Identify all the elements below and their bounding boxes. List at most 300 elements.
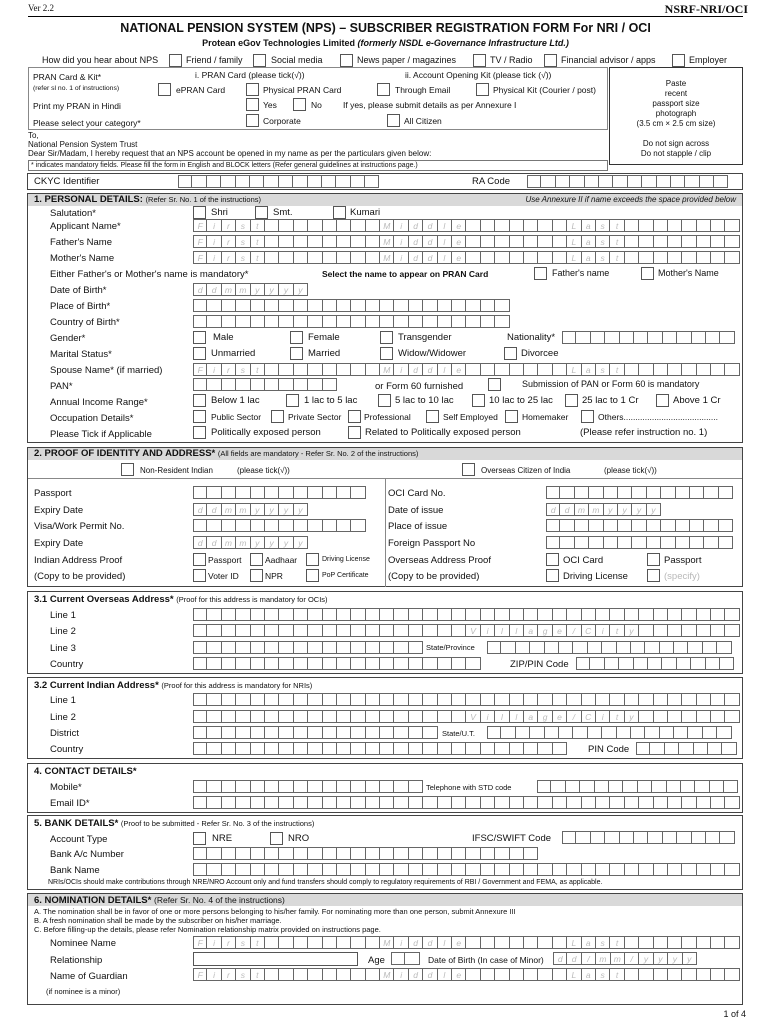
- char-cell[interactable]: [251, 315, 265, 328]
- char-cell[interactable]: [337, 726, 351, 739]
- char-cell[interactable]: [294, 863, 308, 876]
- char-cell[interactable]: y: [265, 283, 279, 296]
- char-cell[interactable]: L: [567, 235, 581, 248]
- char-cell[interactable]: [323, 519, 337, 532]
- char-cell[interactable]: [438, 315, 452, 328]
- char-cell[interactable]: [545, 726, 559, 739]
- char-cell[interactable]: [265, 608, 279, 621]
- char-cell[interactable]: [193, 608, 207, 621]
- char-cell[interactable]: [573, 641, 587, 654]
- char-cell[interactable]: [706, 831, 720, 844]
- char-cell[interactable]: [625, 608, 639, 621]
- char-cell[interactable]: [308, 847, 322, 860]
- char-cell[interactable]: [617, 726, 631, 739]
- char-cell[interactable]: [294, 299, 308, 312]
- char-cell[interactable]: [510, 847, 524, 860]
- char-cell[interactable]: [510, 251, 524, 264]
- char-cell[interactable]: [337, 742, 351, 755]
- char-cell[interactable]: [251, 608, 265, 621]
- char-cell[interactable]: [625, 235, 639, 248]
- char-cell[interactable]: [193, 847, 207, 860]
- char-cell[interactable]: [719, 486, 733, 499]
- char-cell[interactable]: [323, 847, 337, 860]
- char-cell[interactable]: m: [222, 283, 236, 296]
- char-cell[interactable]: [193, 796, 207, 809]
- char-cell[interactable]: [605, 831, 619, 844]
- pan-input[interactable]: [193, 378, 337, 391]
- char-cell[interactable]: [697, 235, 711, 248]
- char-cell[interactable]: r: [222, 363, 236, 376]
- char-cell[interactable]: [634, 331, 648, 344]
- char-cell[interactable]: [576, 657, 590, 670]
- char-cell[interactable]: [708, 742, 722, 755]
- char-cell[interactable]: [380, 780, 394, 793]
- char-cell[interactable]: [323, 315, 337, 328]
- hear-friend-checkbox[interactable]: [169, 54, 182, 67]
- char-cell[interactable]: [438, 657, 452, 670]
- char-cell[interactable]: [538, 251, 552, 264]
- char-cell[interactable]: [487, 641, 501, 654]
- char-cell[interactable]: [452, 657, 466, 670]
- char-cell[interactable]: [466, 742, 480, 755]
- relationship-input[interactable]: [193, 952, 358, 966]
- char-cell[interactable]: [423, 657, 437, 670]
- char-cell[interactable]: [236, 780, 250, 793]
- char-cell[interactable]: [596, 796, 610, 809]
- char-cell[interactable]: [538, 863, 552, 876]
- char-cell[interactable]: [654, 251, 668, 264]
- kumari-checkbox[interactable]: [333, 206, 346, 219]
- char-cell[interactable]: r: [222, 235, 236, 248]
- char-cell[interactable]: [566, 780, 580, 793]
- cob-input[interactable]: [193, 315, 510, 328]
- char-cell[interactable]: [694, 742, 708, 755]
- char-cell[interactable]: d: [193, 536, 207, 549]
- char-cell[interactable]: [294, 710, 308, 723]
- char-cell[interactable]: [409, 693, 423, 706]
- char-cell[interactable]: [351, 519, 365, 532]
- char-cell[interactable]: [366, 726, 380, 739]
- char-cell[interactable]: C: [582, 710, 596, 723]
- char-cell[interactable]: [674, 641, 688, 654]
- char-cell[interactable]: [207, 299, 221, 312]
- char-cell[interactable]: [394, 624, 408, 637]
- char-cell[interactable]: [538, 936, 552, 949]
- char-cell[interactable]: [178, 175, 192, 188]
- char-cell[interactable]: [595, 780, 609, 793]
- char-cell[interactable]: [207, 175, 221, 188]
- char-cell[interactable]: L: [567, 936, 581, 949]
- char-cell[interactable]: [193, 315, 207, 328]
- char-cell[interactable]: [438, 624, 452, 637]
- char-cell[interactable]: [423, 796, 437, 809]
- char-cell[interactable]: t: [251, 235, 265, 248]
- char-cell[interactable]: [323, 624, 337, 637]
- char-cell[interactable]: [602, 641, 616, 654]
- char-cell[interactable]: t: [610, 968, 624, 981]
- char-cell[interactable]: [207, 742, 221, 755]
- char-cell[interactable]: [222, 315, 236, 328]
- char-cell[interactable]: [510, 235, 524, 248]
- char-cell[interactable]: [337, 641, 351, 654]
- char-cell[interactable]: [265, 968, 279, 981]
- char-cell[interactable]: [265, 219, 279, 232]
- char-cell[interactable]: [409, 657, 423, 670]
- char-cell[interactable]: [481, 235, 495, 248]
- char-cell[interactable]: [481, 693, 495, 706]
- char-cell[interactable]: d: [409, 219, 423, 232]
- char-cell[interactable]: [725, 796, 739, 809]
- char-cell[interactable]: [279, 175, 293, 188]
- oci-poi-input[interactable]: [546, 519, 733, 532]
- char-cell[interactable]: [665, 742, 679, 755]
- char-cell[interactable]: [265, 235, 279, 248]
- char-cell[interactable]: [265, 641, 279, 654]
- char-cell[interactable]: [609, 780, 623, 793]
- char-cell[interactable]: [222, 780, 236, 793]
- char-cell[interactable]: [541, 175, 555, 188]
- char-cell[interactable]: [294, 519, 308, 532]
- visa-expiry-input[interactable]: [193, 536, 308, 549]
- char-cell[interactable]: d: [193, 503, 207, 516]
- char-cell[interactable]: [495, 251, 509, 264]
- smt-checkbox[interactable]: [255, 206, 268, 219]
- char-cell[interactable]: [265, 299, 279, 312]
- char-cell[interactable]: s: [596, 968, 610, 981]
- char-cell[interactable]: [668, 608, 682, 621]
- char-cell[interactable]: [222, 796, 236, 809]
- char-cell[interactable]: [510, 936, 524, 949]
- char-cell[interactable]: [538, 219, 552, 232]
- char-cell[interactable]: [294, 378, 308, 391]
- char-cell[interactable]: [466, 968, 480, 981]
- char-cell[interactable]: [423, 608, 437, 621]
- char-cell[interactable]: d: [423, 968, 437, 981]
- char-cell[interactable]: [610, 796, 624, 809]
- char-cell[interactable]: [409, 710, 423, 723]
- char-cell[interactable]: [409, 863, 423, 876]
- char-cell[interactable]: [294, 486, 308, 499]
- visa-input[interactable]: [193, 519, 366, 532]
- ov-country-input[interactable]: [193, 657, 481, 670]
- char-cell[interactable]: [265, 742, 279, 755]
- char-cell[interactable]: [722, 742, 736, 755]
- char-cell[interactable]: [567, 863, 581, 876]
- char-cell[interactable]: [308, 608, 322, 621]
- nationality-input[interactable]: [562, 331, 735, 344]
- char-cell[interactable]: [308, 378, 322, 391]
- char-cell[interactable]: [591, 331, 605, 344]
- char-cell[interactable]: [337, 968, 351, 981]
- char-cell[interactable]: [337, 315, 351, 328]
- char-cell[interactable]: [495, 363, 509, 376]
- ov-line3-input[interactable]: [193, 641, 423, 654]
- char-cell[interactable]: [481, 219, 495, 232]
- char-cell[interactable]: y: [647, 503, 661, 516]
- char-cell[interactable]: [466, 363, 480, 376]
- char-cell[interactable]: [495, 315, 509, 328]
- char-cell[interactable]: [438, 847, 452, 860]
- char-cell[interactable]: F: [193, 936, 207, 949]
- char-cell[interactable]: [599, 175, 613, 188]
- char-cell[interactable]: a: [524, 624, 538, 637]
- char-cell[interactable]: [704, 486, 718, 499]
- char-cell[interactable]: i: [394, 235, 408, 248]
- char-cell[interactable]: [366, 657, 380, 670]
- char-cell[interactable]: [294, 251, 308, 264]
- char-cell[interactable]: [620, 331, 634, 344]
- char-cell[interactable]: [697, 219, 711, 232]
- nominee-dob-input[interactable]: [553, 952, 697, 965]
- char-cell[interactable]: [697, 693, 711, 706]
- char-cell[interactable]: [545, 641, 559, 654]
- char-cell[interactable]: [236, 608, 250, 621]
- char-cell[interactable]: [438, 710, 452, 723]
- char-cell[interactable]: [294, 219, 308, 232]
- char-cell[interactable]: [495, 608, 509, 621]
- char-cell[interactable]: [380, 315, 394, 328]
- telephone-input[interactable]: [537, 780, 738, 793]
- char-cell[interactable]: [265, 624, 279, 637]
- ra-code-input[interactable]: [527, 175, 728, 188]
- char-cell[interactable]: [366, 693, 380, 706]
- char-cell[interactable]: [717, 726, 731, 739]
- char-cell[interactable]: [711, 363, 725, 376]
- char-cell[interactable]: l: [495, 710, 509, 723]
- char-cell[interactable]: [250, 175, 264, 188]
- char-cell[interactable]: [660, 726, 674, 739]
- char-cell[interactable]: d: [409, 363, 423, 376]
- char-cell[interactable]: [657, 175, 671, 188]
- char-cell[interactable]: [725, 936, 739, 949]
- char-cell[interactable]: [495, 742, 509, 755]
- char-cell[interactable]: [654, 710, 668, 723]
- char-cell[interactable]: [337, 863, 351, 876]
- char-cell[interactable]: r: [222, 936, 236, 949]
- char-cell[interactable]: [221, 175, 235, 188]
- char-cell[interactable]: [394, 657, 408, 670]
- proof-aadhaar-checkbox[interactable]: [250, 553, 263, 566]
- char-cell[interactable]: [654, 624, 668, 637]
- char-cell[interactable]: e: [452, 363, 466, 376]
- char-cell[interactable]: [351, 742, 365, 755]
- char-cell[interactable]: [562, 331, 576, 344]
- char-cell[interactable]: [207, 624, 221, 637]
- char-cell[interactable]: i: [596, 710, 610, 723]
- nre-checkbox[interactable]: [193, 832, 206, 845]
- char-cell[interactable]: [279, 378, 293, 391]
- char-cell[interactable]: s: [236, 363, 250, 376]
- char-cell[interactable]: d: [409, 936, 423, 949]
- char-cell[interactable]: r: [222, 968, 236, 981]
- char-cell[interactable]: [366, 641, 380, 654]
- hear-employer-checkbox[interactable]: [672, 54, 685, 67]
- char-cell[interactable]: [351, 315, 365, 328]
- char-cell[interactable]: [222, 726, 236, 739]
- char-cell[interactable]: l: [438, 235, 452, 248]
- char-cell[interactable]: [409, 796, 423, 809]
- char-cell[interactable]: [236, 624, 250, 637]
- dob-input[interactable]: [193, 283, 308, 296]
- char-cell[interactable]: [510, 742, 524, 755]
- char-cell[interactable]: [405, 952, 419, 965]
- char-cell[interactable]: l: [438, 219, 452, 232]
- char-cell[interactable]: [323, 936, 337, 949]
- char-cell[interactable]: [207, 863, 221, 876]
- char-cell[interactable]: a: [582, 251, 596, 264]
- char-cell[interactable]: m: [236, 283, 250, 296]
- char-cell[interactable]: d: [207, 283, 221, 296]
- char-cell[interactable]: [654, 363, 668, 376]
- char-cell[interactable]: l: [438, 968, 452, 981]
- char-cell[interactable]: [337, 608, 351, 621]
- female-checkbox[interactable]: [290, 331, 303, 344]
- char-cell[interactable]: y: [632, 503, 646, 516]
- proof-npr-checkbox[interactable]: [250, 569, 263, 582]
- char-cell[interactable]: [380, 847, 394, 860]
- char-cell[interactable]: [207, 486, 221, 499]
- char-cell[interactable]: [366, 936, 380, 949]
- char-cell[interactable]: [639, 693, 653, 706]
- char-cell[interactable]: [538, 608, 552, 621]
- char-cell[interactable]: [351, 486, 365, 499]
- char-cell[interactable]: g: [538, 710, 552, 723]
- char-cell[interactable]: [704, 536, 718, 549]
- char-cell[interactable]: [452, 624, 466, 637]
- char-cell[interactable]: s: [596, 219, 610, 232]
- char-cell[interactable]: [380, 863, 394, 876]
- char-cell[interactable]: [546, 486, 560, 499]
- char-cell[interactable]: [236, 378, 250, 391]
- char-cell[interactable]: [409, 608, 423, 621]
- char-cell[interactable]: d: [423, 235, 437, 248]
- char-cell[interactable]: [294, 624, 308, 637]
- char-cell[interactable]: [294, 968, 308, 981]
- ov-state-input[interactable]: [487, 641, 732, 654]
- char-cell[interactable]: i: [207, 235, 221, 248]
- char-cell[interactable]: [720, 331, 734, 344]
- char-cell[interactable]: [668, 968, 682, 981]
- char-cell[interactable]: [409, 780, 423, 793]
- char-cell[interactable]: [265, 315, 279, 328]
- char-cell[interactable]: [423, 863, 437, 876]
- char-cell[interactable]: d: [560, 503, 574, 516]
- char-cell[interactable]: e: [553, 710, 567, 723]
- char-cell[interactable]: [725, 251, 739, 264]
- char-cell[interactable]: [466, 863, 480, 876]
- char-cell[interactable]: [654, 863, 668, 876]
- char-cell[interactable]: M: [380, 251, 394, 264]
- occ-professional-checkbox[interactable]: [348, 410, 361, 423]
- char-cell[interactable]: [575, 519, 589, 532]
- char-cell[interactable]: [207, 378, 221, 391]
- bank-name-input[interactable]: [193, 863, 740, 876]
- char-cell[interactable]: [423, 299, 437, 312]
- char-cell[interactable]: [625, 968, 639, 981]
- char-cell[interactable]: [613, 175, 627, 188]
- char-cell[interactable]: [560, 486, 574, 499]
- char-cell[interactable]: [380, 710, 394, 723]
- char-cell[interactable]: [323, 299, 337, 312]
- char-cell[interactable]: [265, 726, 279, 739]
- char-cell[interactable]: [559, 726, 573, 739]
- char-cell[interactable]: [697, 624, 711, 637]
- char-cell[interactable]: [690, 519, 704, 532]
- char-cell[interactable]: [265, 863, 279, 876]
- physical-pran-checkbox[interactable]: [246, 83, 259, 96]
- char-cell[interactable]: d: [423, 936, 437, 949]
- char-cell[interactable]: [652, 780, 666, 793]
- char-cell[interactable]: t: [251, 363, 265, 376]
- char-cell[interactable]: s: [596, 363, 610, 376]
- char-cell[interactable]: [538, 742, 552, 755]
- char-cell[interactable]: [562, 831, 576, 844]
- char-cell[interactable]: [409, 847, 423, 860]
- char-cell[interactable]: y: [265, 503, 279, 516]
- char-cell[interactable]: s: [596, 235, 610, 248]
- char-cell[interactable]: [551, 780, 565, 793]
- char-cell[interactable]: [366, 780, 380, 793]
- char-cell[interactable]: [648, 331, 662, 344]
- nri-checkbox[interactable]: [121, 463, 134, 476]
- char-cell[interactable]: [703, 726, 717, 739]
- char-cell[interactable]: [628, 175, 642, 188]
- char-cell[interactable]: [380, 693, 394, 706]
- char-cell[interactable]: [294, 726, 308, 739]
- char-cell[interactable]: [251, 657, 265, 670]
- char-cell[interactable]: [323, 235, 337, 248]
- char-cell[interactable]: [679, 742, 693, 755]
- char-cell[interactable]: [294, 936, 308, 949]
- char-cell[interactable]: [207, 710, 221, 723]
- char-cell[interactable]: [236, 641, 250, 654]
- rpep-checkbox[interactable]: [348, 426, 361, 439]
- char-cell[interactable]: t: [610, 936, 624, 949]
- char-cell[interactable]: [323, 726, 337, 739]
- char-cell[interactable]: [308, 219, 322, 232]
- char-cell[interactable]: [725, 624, 739, 637]
- char-cell[interactable]: [466, 657, 480, 670]
- char-cell[interactable]: [409, 299, 423, 312]
- char-cell[interactable]: [589, 486, 603, 499]
- char-cell[interactable]: [294, 780, 308, 793]
- char-cell[interactable]: [553, 742, 567, 755]
- char-cell[interactable]: y: [251, 536, 265, 549]
- char-cell[interactable]: y: [604, 503, 618, 516]
- char-cell[interactable]: [466, 936, 480, 949]
- char-cell[interactable]: [351, 710, 365, 723]
- char-cell[interactable]: [308, 363, 322, 376]
- char-cell[interactable]: [524, 363, 538, 376]
- char-cell[interactable]: [279, 299, 293, 312]
- mobile-input[interactable]: [193, 780, 423, 793]
- char-cell[interactable]: [671, 175, 685, 188]
- char-cell[interactable]: [337, 657, 351, 670]
- char-cell[interactable]: [251, 378, 265, 391]
- char-cell[interactable]: [308, 299, 322, 312]
- char-cell[interactable]: s: [236, 235, 250, 248]
- char-cell[interactable]: t: [251, 936, 265, 949]
- char-cell[interactable]: [222, 519, 236, 532]
- char-cell[interactable]: [697, 863, 711, 876]
- char-cell[interactable]: s: [236, 219, 250, 232]
- char-cell[interactable]: [452, 710, 466, 723]
- char-cell[interactable]: [527, 175, 541, 188]
- char-cell[interactable]: [575, 536, 589, 549]
- widow-checkbox[interactable]: [380, 347, 393, 360]
- char-cell[interactable]: [711, 936, 725, 949]
- char-cell[interactable]: [265, 251, 279, 264]
